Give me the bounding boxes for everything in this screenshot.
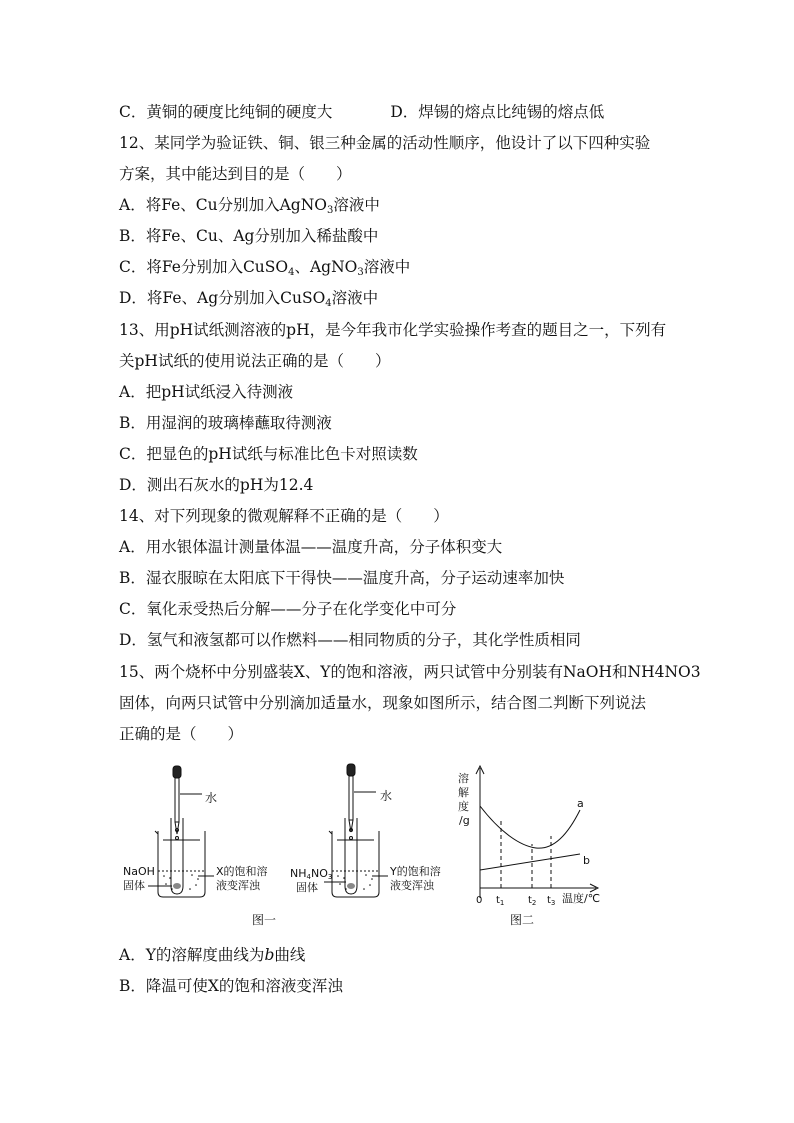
question-12-stem-cont: 方案，其中能达到目的是（ ）	[119, 165, 352, 183]
question-12-option-b: B．将Fe、Cu、Ag分别加入稀盐酸中	[119, 227, 379, 245]
solubility-chart	[476, 766, 598, 898]
origin-label: 0	[476, 895, 483, 906]
ylabel-char-3: 度	[458, 800, 469, 813]
dropper-bulb	[173, 766, 181, 778]
beaker	[332, 831, 379, 897]
option-text: A．将Fe、Cu分别加入AgNO	[119, 196, 328, 214]
tick-t3: $t_3$	[547, 895, 556, 907]
formula-sub: 3	[327, 873, 333, 881]
option-text-end: 溶液中	[331, 289, 379, 307]
y-solution-label-1: Y的饱和溶	[390, 865, 441, 878]
question-12-option-d	[119, 288, 378, 308]
question-14-option-a: A．用水银体温计测量体温——温度升高，分子体积变大	[119, 538, 503, 556]
question-15-stem: 15、两个烧杯中分别盛装X、Y的饱和溶液，两只试管中分别装有NaOH和NH4NO3	[119, 663, 701, 681]
question-14-option-c: C．氧化汞受热后分解——分子在化学变化中可分	[119, 600, 457, 618]
question-12-option-a	[119, 195, 380, 215]
question-14-option-d: D．氢气和液氢都可以作燃料——相同物质的分子，其化学性质相同	[119, 631, 581, 649]
beaker	[158, 831, 205, 897]
option-text-end: 曲线	[274, 946, 306, 964]
test-tube	[171, 818, 183, 894]
formula-part: NH	[290, 867, 307, 880]
left-apparatus	[148, 766, 214, 897]
option-d-text: D．焊锡的熔点比纯锡的熔点低	[390, 103, 605, 121]
curve-b	[480, 854, 580, 870]
nh4no3-solid-label: 固体	[296, 881, 318, 894]
question-14-stem: 14、对下列现象的微观解释不正确的是（ ）	[119, 507, 449, 525]
question-15-stem-cont: 固体，向两只试管中分别滴加适量水，现象如图所示，结合图二判断下列说法	[119, 694, 647, 712]
question-15-stem-cont2: 正确的是（ ）	[119, 725, 244, 743]
formula-part: NO	[310, 867, 328, 880]
x-solution-label-2: 液变浑浊	[216, 879, 260, 892]
question-12-stem: 12、某同学为验证铁、铜、银三种金属的活动性顺序，他设计了以下四种实验	[119, 134, 651, 152]
turbid-liquid	[163, 874, 199, 890]
subscript: 3	[327, 205, 334, 216]
question-15-option-a	[119, 945, 305, 965]
option-11c	[119, 102, 604, 122]
dropper-tube	[349, 776, 353, 820]
option-text: A．Y的溶解度曲线为	[119, 946, 265, 964]
dropper-bulb	[347, 764, 355, 776]
question-12-option-c	[119, 257, 410, 277]
question-13-option-a: A．把pH试纸浸入待测液	[119, 383, 294, 401]
question-13-option-c: C．把显色的pH试纸与标准比色卡对照读数	[119, 445, 418, 463]
water-label-right: 水	[380, 789, 393, 803]
question-13-option-b: B．用湿润的玻璃棒蘸取待测液	[119, 414, 332, 432]
subscript: 3	[357, 267, 364, 278]
series-a-label: a	[577, 797, 584, 810]
subscript: 4	[325, 298, 332, 309]
nh4no3-solid	[347, 883, 355, 889]
drop	[176, 829, 179, 832]
naoh-solid-label: 固体	[123, 879, 145, 892]
right-apparatus	[324, 764, 388, 897]
tick-t1: $t_1$	[496, 895, 505, 907]
question-15-figure	[110, 758, 610, 938]
x-solution-label-1: X的饱和溶	[216, 865, 268, 878]
option-text: C．将Fe分别加入CuSO	[119, 258, 289, 276]
formula-sub: 4	[306, 873, 311, 881]
naoh-solid	[173, 883, 181, 889]
y-solution-label-2: 液变浑浊	[390, 879, 434, 892]
x-axis-label: 温度/℃	[562, 892, 601, 905]
tick-t2: $t_2$	[528, 895, 537, 907]
option-text-end: 溶液中	[363, 258, 411, 276]
subscript: 4	[288, 267, 295, 278]
naoh-label: NaOH	[123, 865, 155, 878]
curve-a	[480, 806, 580, 848]
chart-labels	[458, 771, 600, 927]
figure1-caption: 图一	[252, 913, 277, 927]
drop	[350, 837, 353, 840]
question-15-option-b: B．降温可使X的饱和溶液变浑浊	[119, 977, 343, 995]
dropper-tube	[175, 778, 179, 822]
ylabel-char-2: 解	[458, 786, 469, 799]
question-13-option-d: D．测出石灰水的pH为12.4	[119, 476, 314, 494]
option-text: D．将Fe、Ag分别加入CuSO	[119, 289, 326, 307]
question-14-option-b: B．湿衣服晾在太阳底下干得快——温度升高，分子运动速率加快	[119, 569, 565, 587]
figure-svg	[110, 758, 610, 938]
ylabel-char-1: 溶	[458, 772, 469, 785]
question-13-stem-cont: 关pH试纸的使用说法正确的是（ ）	[119, 352, 391, 370]
italic-b: b	[264, 946, 275, 964]
figure2-caption: 图二	[510, 913, 535, 927]
ylabel-char-4: /g	[459, 814, 470, 827]
option-text-mid: 、AgNO	[294, 258, 358, 276]
series-b-label: b	[583, 854, 590, 867]
water-label-left: 水	[205, 791, 218, 805]
option-text-end: 溶液中	[333, 196, 380, 214]
option-c-text: C．黄铜的硬度比纯铜的硬度大	[119, 103, 333, 121]
drop	[176, 837, 179, 840]
question-13-stem: 13、用pH试纸测溶液的pH，是今年我市化学实验操作考查的题目之一，下列有	[119, 321, 667, 339]
nh4no3-label	[290, 867, 332, 881]
